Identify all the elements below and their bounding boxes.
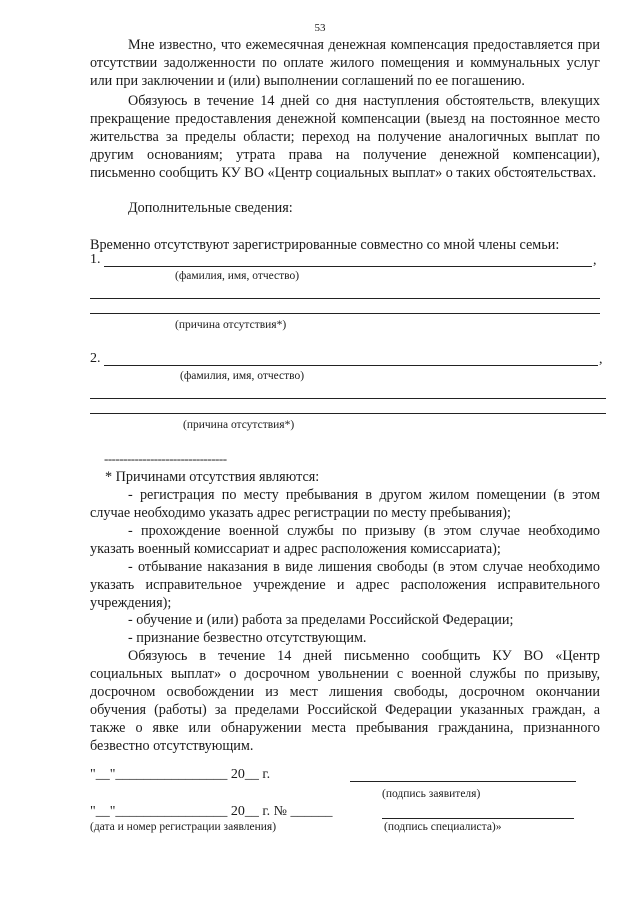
date-row-2[interactable]: "__"________________ 20__ г. № ______ <box>90 804 333 819</box>
member-2-fio-caption: (фамилия, имя, отчество) <box>180 370 305 382</box>
footnote-item-5-text: - признание безвестно отсутствующим. <box>128 630 367 646</box>
additional-info-text: Дополнительные сведения: <box>128 200 293 216</box>
footnote-item-4 <box>90 611 600 629</box>
paragraph-oblige-1-text: Обязуюсь в течение 14 дней со дня наступления обстоятельств, влекущих прекращение предоставления денежной компенсации (выезд на постоянное место жительства за пределы области; переход на получение аналогичных выплат по другим основаниям; утрата права на получение денежной компенсации), письменно сообщить КУ ВО «Центр социальных выплат» о таких обстоятельствах. <box>90 93 600 181</box>
member-2-fio-line[interactable] <box>104 365 598 366</box>
applicant-signature-line[interactable] <box>350 781 576 782</box>
absent-members-text: Временно отсутствуют зарегистрированные совместно со мной члены семьи: <box>90 237 560 253</box>
member-1-reason-caption: (причина отсутствия*) <box>175 319 287 331</box>
member-1-reason-line-2[interactable] <box>90 313 600 314</box>
date-row-1[interactable]: "__"________________ 20__ г. <box>90 767 271 782</box>
footnote-item-3-text: - отбывание наказания в виде лишения свободы (в этом случае необходимо указать исправительное учреждение и адрес расположения исправительного учреждения); <box>90 559 600 611</box>
member-2-reason-line-2[interactable] <box>90 413 606 414</box>
member-1-fio-line[interactable] <box>104 266 592 267</box>
footnote-item-1 <box>90 486 600 522</box>
additional-info-heading <box>90 199 600 217</box>
member-1-number: 1. <box>90 252 101 267</box>
absent-members-heading <box>90 236 610 254</box>
paragraph-oblige-1 <box>90 92 600 182</box>
paragraph-known-text: Мне известно, что ежемесячная денежная компенсация предоставляется при отсутствии задолженности по оплате жилого помещения и коммунальных услуг или при заключении и (или) выполнении соглашений по ее погашению. <box>90 37 600 89</box>
member-2-comma: , <box>599 352 603 367</box>
member-1-fio-caption: (фамилия, имя, отчество) <box>175 270 300 282</box>
specialist-signature-line[interactable] <box>382 818 574 819</box>
footnote-item-5 <box>90 629 600 647</box>
member-1-reason-line-1[interactable] <box>90 298 600 299</box>
member-2-number: 2. <box>90 351 101 366</box>
member-1-comma: , <box>593 253 597 268</box>
footnote-heading <box>90 468 600 486</box>
footnote-heading-text: * Причинами отсутствия являются: <box>105 469 320 485</box>
paragraph-oblige-2 <box>90 647 600 755</box>
registration-caption: (дата и номер регистрации заявления) <box>90 821 277 833</box>
footnote-item-1-text: - регистрация по месту пребывания в другом жилом помещении (в этом случае необходимо указать адрес регистрации по месту пребывания); <box>90 487 600 521</box>
specialist-signature-caption: (подпись специалиста)» <box>384 821 502 833</box>
paragraph-oblige-2-text: Обязуюсь в течение 14 дней письменно сообщить КУ ВО «Центр социальных выплат» о досрочном увольнении с военной службы по призыву, досрочном освобождении из мест лишения свободы, досрочном окончании обучения (работы) за пределами Российской Федерации указанных граждан, а также о явке или обнаружении места пребывания гражданина, признанного безвестно отсутствующим. <box>90 648 600 754</box>
applicant-signature-caption: (подпись заявителя) <box>382 788 481 800</box>
footnote-item-2 <box>90 522 600 558</box>
footnote-item-3 <box>90 558 600 612</box>
footnote-separator: -------------------------------- <box>104 451 227 466</box>
member-2-reason-line-1[interactable] <box>90 398 606 399</box>
footnote-item-4-text: - обучение и (или) работа за пределами Российской Федерации; <box>128 612 514 628</box>
page-number: 53 <box>314 22 326 34</box>
paragraph-known <box>90 36 600 90</box>
member-2-reason-caption: (причина отсутствия*) <box>183 419 295 431</box>
footnote-item-2-text: - прохождение военной службы по призыву (в этом случае необходимо указать военный комиссариат и адрес расположения комиссариата); <box>90 523 600 557</box>
